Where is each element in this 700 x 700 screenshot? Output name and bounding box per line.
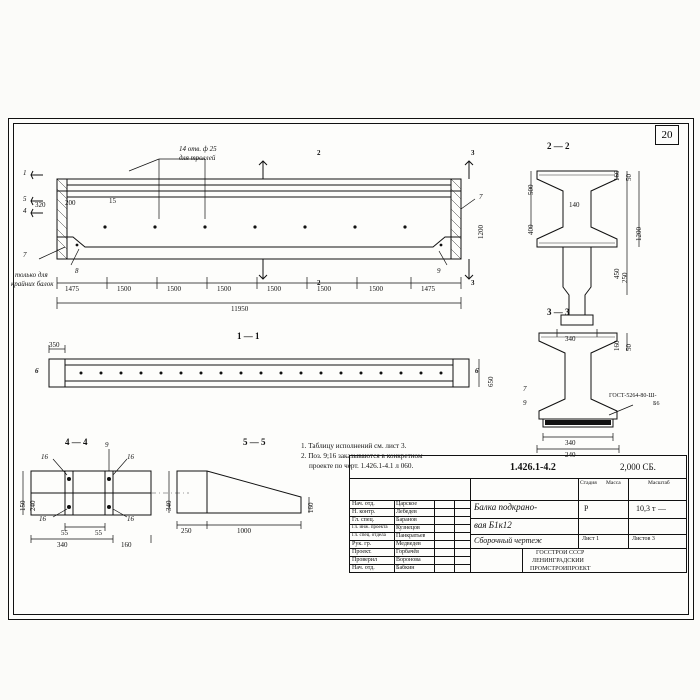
mark-16-a: 16 bbox=[41, 453, 48, 461]
note-line-3: проекте по черт. 1.426.1-4.1 л 060. bbox=[309, 462, 414, 470]
note-only-for-edge-1: только для bbox=[15, 271, 48, 279]
scale-value: — bbox=[658, 504, 666, 513]
dim-160-sec5: 160 bbox=[307, 502, 315, 513]
mark-6-left: 6 bbox=[35, 367, 39, 375]
drawing-title-line-3: Сборочный чертеж bbox=[474, 536, 543, 545]
dim-b-1: 1475 bbox=[65, 285, 79, 293]
section-mark-3-bottom: 3 bbox=[471, 279, 475, 287]
tb-role-7: Проверил bbox=[352, 557, 377, 563]
dim-total-length: 11950 bbox=[231, 305, 249, 313]
dim-b-2: 1500 bbox=[117, 285, 131, 293]
tb-name-2: Баранов bbox=[396, 517, 417, 523]
dim-240-sec4: 240 bbox=[29, 500, 37, 511]
stage-value: Р bbox=[584, 504, 589, 513]
note-only-for-edge-2: крайних балок bbox=[11, 280, 54, 288]
tb-name-4: Панкратьев bbox=[396, 533, 426, 539]
section-title-5-5: 5 — 5 bbox=[243, 437, 266, 447]
drawing-frame bbox=[8, 118, 694, 620]
mark-7-left: 7 bbox=[23, 251, 27, 259]
dim-b-5: 1500 bbox=[267, 285, 281, 293]
section-mark-3-top: 3 bbox=[471, 149, 475, 157]
tb-name-8: Бабкин bbox=[396, 565, 415, 571]
dim-320: 320 bbox=[35, 201, 46, 209]
holes-callout-label-2: для троллей bbox=[179, 154, 216, 162]
dim-b-3: 1500 bbox=[167, 285, 181, 293]
page-number-box: 20 bbox=[655, 125, 679, 145]
weld-note-2: Б6 bbox=[653, 401, 660, 407]
dim-650: 650 bbox=[487, 376, 495, 387]
dim-500: 500 bbox=[527, 184, 535, 195]
org-line-3: ПРОМСТРОЙПРОЕКТ bbox=[530, 566, 591, 572]
dim-1000-sec5: 1000 bbox=[237, 527, 251, 535]
note-line-2: 2. Поз. 9;16 заказываются в конкретном bbox=[301, 452, 423, 460]
mark-16-b: 16 bbox=[127, 453, 134, 461]
dim-450: 450 bbox=[613, 268, 621, 279]
tb-role-3: Гл. инж. проекта bbox=[352, 525, 388, 530]
dim-340-sec5: 340 bbox=[165, 500, 173, 511]
drawing-title-line-1: Балка подкрано- bbox=[474, 502, 538, 512]
holes-callout-label: 14 отв. ф 25 bbox=[179, 145, 217, 153]
dim-b-6: 1500 bbox=[317, 285, 331, 293]
dim-340-sec4: 340 bbox=[57, 541, 68, 549]
tb-name-0: Царское bbox=[396, 501, 418, 507]
dim-1200-main: 1200 bbox=[477, 225, 485, 239]
dim-200: 200 bbox=[65, 199, 76, 207]
org-line-1: ГОССТРОЙ СССР bbox=[536, 550, 585, 556]
dim-1200-sec2: 1200 bbox=[635, 227, 643, 241]
mark-16-d: 16 bbox=[127, 515, 134, 523]
sheets-label: Листов 3 bbox=[632, 536, 655, 542]
mark-9-right: 9 bbox=[437, 267, 441, 275]
dim-250-sec5: 250 bbox=[181, 527, 192, 535]
dim-340-sec3: 340 bbox=[565, 439, 576, 447]
tb-name-6: Горбачёв bbox=[396, 549, 419, 555]
section-mark-2-bottom: 2 bbox=[317, 279, 321, 287]
pos-label-4: 4 bbox=[23, 207, 27, 215]
tb-name-5: Медведев bbox=[396, 541, 421, 547]
dim-160-sec4: 160 bbox=[121, 541, 132, 549]
dim-140: 140 bbox=[569, 201, 580, 209]
note-line-1: 1. Таблицу исполнений см. лист 3. bbox=[301, 442, 407, 450]
section-title-2-2: 2 — 2 bbox=[547, 141, 570, 151]
mark-16-c: 16 bbox=[39, 515, 46, 523]
mark-7-sec3: 7 bbox=[523, 385, 527, 393]
section-mark-2-top: 2 bbox=[317, 149, 321, 157]
mark-9-sec3: 9 bbox=[523, 399, 527, 407]
dim-55-a: 55 bbox=[61, 529, 68, 537]
dim-400: 400 bbox=[527, 224, 535, 235]
tb-name-3: Кузнецов bbox=[396, 525, 420, 531]
tb-role-0: Нач. отд. bbox=[352, 501, 375, 507]
tb-name-7: Воронова bbox=[396, 557, 421, 563]
tb-name-1: Лебедев bbox=[396, 509, 417, 515]
mass-value: 10,3 т bbox=[636, 504, 656, 513]
scale-label: Масштаб bbox=[648, 480, 670, 486]
dim-b-4: 1500 bbox=[217, 285, 231, 293]
mass-label: Масса bbox=[606, 480, 621, 486]
mark-6-right: 6 bbox=[475, 367, 479, 375]
tb-role-2: Гл. спец. bbox=[352, 517, 375, 523]
dim-50: 50 bbox=[625, 174, 633, 181]
tb-role-8: Нач. отд. bbox=[352, 565, 375, 571]
drawing-code: 1.426.1-4.2 bbox=[510, 462, 556, 473]
sheet-label: Лист 1 bbox=[582, 536, 600, 542]
dim-240-sec3: 240 bbox=[565, 451, 576, 459]
weld-note-1: ГОСТ-5264-80-Ш- bbox=[609, 393, 657, 399]
pos-label-1: 1 bbox=[23, 169, 27, 177]
mark-8: 8 bbox=[75, 267, 79, 275]
org-line-2: ЛЕНИНГРАДСКИЙ bbox=[532, 558, 584, 564]
mark-9-sec4: 9 bbox=[105, 441, 109, 449]
dim-b-7: 1500 bbox=[369, 285, 383, 293]
dim-160-sec3: 160 bbox=[613, 340, 621, 351]
section-title-1-1: 1 — 1 bbox=[237, 331, 260, 341]
dim-160: 160 bbox=[613, 170, 621, 181]
dim-150-sec4: 150 bbox=[19, 500, 27, 511]
dim-250: 250 bbox=[621, 272, 629, 283]
drawing-set: 2,000 СБ. bbox=[620, 462, 656, 472]
section-title-4-4: 4 — 4 bbox=[65, 437, 88, 447]
stage-label: Стадия bbox=[580, 480, 597, 486]
tb-role-5: Рук. гр. bbox=[352, 541, 372, 547]
dim-15: 15 bbox=[109, 197, 116, 205]
dim-350: 350 bbox=[49, 341, 60, 349]
drawing-title-line-2: вая Б1к12 bbox=[474, 520, 512, 530]
dim-b-8: 1475 bbox=[421, 285, 435, 293]
section-title-3-3: 3 — 3 bbox=[547, 307, 570, 317]
tb-role-6: Проект. bbox=[352, 549, 372, 555]
pos-label-5: 5 bbox=[23, 195, 27, 203]
tb-role-1: Н. контр. bbox=[352, 509, 376, 515]
dim-55-b: 55 bbox=[95, 529, 102, 537]
tb-role-4: Гл. спец. отдела bbox=[352, 533, 386, 538]
title-block bbox=[349, 455, 687, 573]
mark-7-right: 7 bbox=[479, 193, 483, 201]
dim-340-sec2: 340 bbox=[565, 335, 576, 343]
dim-50-sec3: 50 bbox=[625, 344, 633, 351]
